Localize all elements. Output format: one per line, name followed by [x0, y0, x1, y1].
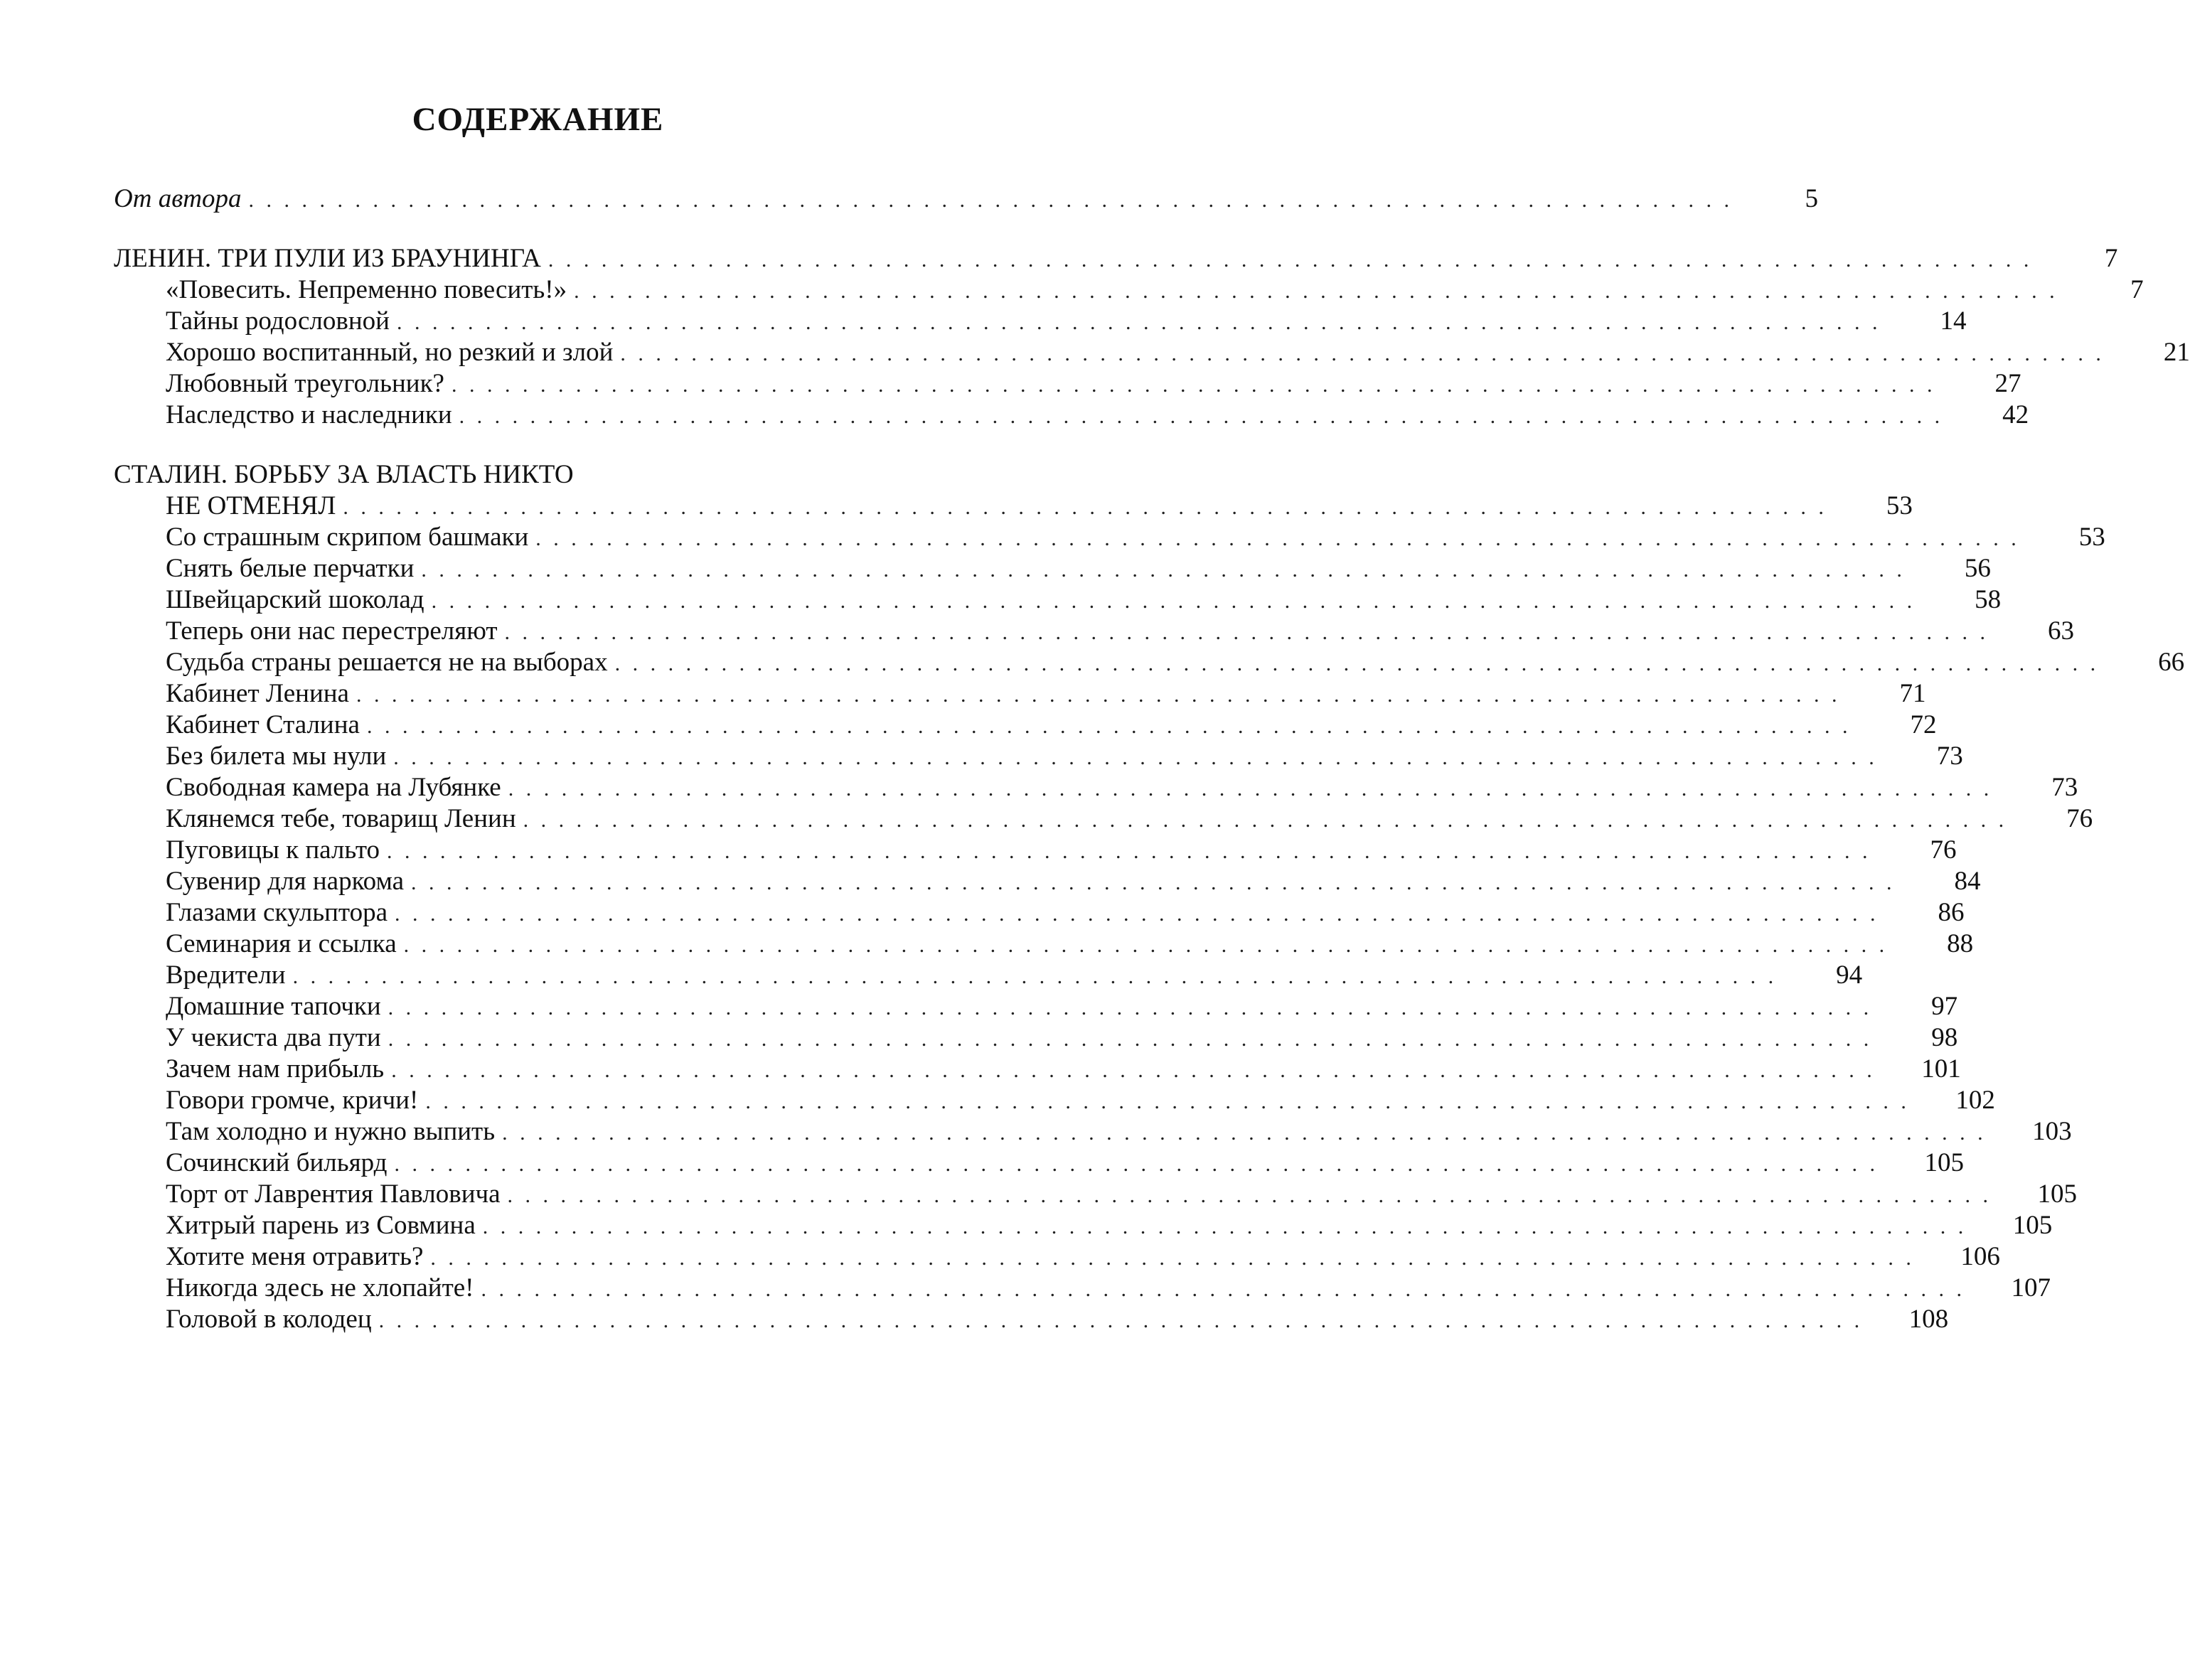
toc-entry-title: Тайны родословной	[166, 306, 390, 336]
section-gap	[114, 431, 951, 459]
toc-entry	[114, 897, 1965, 929]
toc-entry-title: Семинария и ссылка	[166, 929, 397, 958]
toc-leader-dots: . . . . . . . . . . . . . . . . . . . . . . . . . . . . . . . . . . . . . . . . . . . . . . . . . . . . . . . . . . . . . . . . . . . . . . . . . . . . . . . . . . . .	[391, 1059, 1876, 1082]
toc-entry	[114, 522, 2105, 553]
toc-entry-title: Пуговицы к пальто	[166, 835, 380, 865]
toc-entry-title: Хитрый парень из Совмина	[166, 1211, 476, 1240]
toc-leader-dots: . . . . . . . . . . . . . . . . . . . . . . . . . . . . . . . . . . . . . . . . . . . . . . . . . . . . . . . . . . . . . . . . . . . . . . . . . . . . . . . . . . . .	[451, 373, 1936, 397]
toc-entry-page: 105	[1924, 1148, 1965, 1177]
toc-entry-page: 53	[2078, 523, 2105, 552]
toc-entry	[114, 1210, 2053, 1241]
toc-entry	[114, 1179, 2078, 1210]
toc-leader-dots: . . . . . . . . . . . . . . . . . . . . . . . . . . . . . . . . . . . . . . . . . . . . . . . . . . . . . . . . . . . . . . . . . . . . . . . . . . . . . . . . . . . .	[548, 248, 2033, 272]
toc-entry-page: 101	[1921, 1054, 1961, 1084]
toc-entry-page: 7	[2104, 244, 2118, 273]
toc-entry-page: 103	[2032, 1117, 2072, 1146]
toc-leader-dots: . . . . . . . . . . . . . . . . . . . . . . . . . . . . . . . . . . . . . . . . . . . . . . . . . . . . . . . . . . . . . . . . . . . . . . . . . . . . . . . . . . . .	[523, 808, 2008, 832]
toc-entry-page: 84	[1954, 867, 1981, 896]
toc-leader-dots: . . . . . . . . . . . . . . . . . . . . . . . . . . . . . . . . . . . . . . . . . . . . . . . . . . . . . . . . . . . . . . . . . . . . . . . . . . . . . . . . . . . .	[508, 777, 1993, 801]
toc-entry-page: 76	[1930, 835, 1957, 865]
toc-entry	[114, 1022, 1958, 1054]
toc-leader-dots: . . . . . . . . . . . . . . . . . . . . . . . . . . . . . . . . . . . . . . . . . . . . . . . . . . . . . . . . . . . . . . . . . . . . . . . . . . . . . . . . . . . .	[431, 589, 1916, 613]
toc-entry-page: 88	[1947, 929, 1974, 958]
toc-entry	[114, 991, 1958, 1022]
toc-leader-dots: . . . . . . . . . . . . . . . . . . . . . . . . . . . . . . . . . . . . . . . . . . . . . . . . . . . . . . . . . . . . . . . . . . . . . . . . . . . . . . . . . . . .	[248, 188, 1733, 212]
toc-entry-title: Кабинет Ленина	[166, 679, 349, 708]
toc-entry-title: Швейцарский шоколад	[166, 585, 424, 614]
toc-entry-page: 7	[2130, 275, 2144, 304]
toc-entry-title: Сочинский бильярд	[166, 1148, 388, 1177]
toc-leader-dots: . . . . . . . . . . . . . . . . . . . . . . . . . . . . . . . . . . . . . . . . . . . . . . . . . . . . . . . . . . . . . . . . . . . . . . . . . . . . . . . . . . . .	[430, 1246, 1915, 1270]
toc-entry-title: Никогда здесь не хлопайте!	[166, 1273, 474, 1302]
toc-entry-page: 53	[1886, 491, 1913, 520]
toc-entry-page: 14	[1940, 306, 1967, 336]
toc-entry-title: Там холодно и нужно выпить	[166, 1117, 496, 1146]
toc-leader-dots: . . . . . . . . . . . . . . . . . . . . . . . . . . . . . . . . . . . . . . . . . . . . . . . . . . . . . . . . . . . . . . . . . . . . . . . . . . . . . . . . . . . .	[482, 1215, 1967, 1238]
toc-entry-page: 86	[1938, 898, 1965, 927]
toc-entry-page: 98	[1931, 1023, 1958, 1052]
toc-entry-page: 107	[2011, 1273, 2051, 1302]
toc-leader-dots: . . . . . . . . . . . . . . . . . . . . . . . . . . . . . . . . . . . . . . . . . . . . . . . . . . . . . . . . . . . . . . . . . . . . . . . . . . . . . . . . . . . .	[459, 405, 1944, 428]
toc-entry	[114, 368, 2021, 400]
toc-entry-page: 72	[1910, 710, 1937, 739]
toc-entry	[114, 1241, 2000, 1273]
toc-entry-title: Вредители	[166, 961, 286, 990]
toc-entry-page: 73	[2051, 773, 2078, 802]
toc-leader-dots: . . . . . . . . . . . . . . . . . . . . . . . . . . . . . . . . . . . . . . . . . . . . . . . . . . . . . . . . . . . . . . . . . . . . . . . . . . . . . . . . . . . .	[481, 1278, 1965, 1301]
toc-leader-dots: . . . . . . . . . . . . . . . . . . . . . . . . . . . . . . . . . . . . . . . . . . . . . . . . . . . . . . . . . . . . . . . . . . . . . . . . . . . . . . . . . . . .	[574, 279, 2058, 303]
toc-entry	[114, 835, 1957, 866]
toc-entry-title: Зачем нам прибыль	[166, 1054, 385, 1084]
toc-leader-dots: . . . . . . . . . . . . . . . . . . . . . . . . . . . . . . . . . . . . . . . . . . . . . . . . . . . . . . . . . . . . . . . . . . . . . . . . . . . . . . . . . . . .	[411, 871, 1896, 894]
toc-entry-title: Головой в колодец	[166, 1305, 372, 1334]
toc-entry-title: От автора	[114, 184, 242, 213]
toc-entry-title: Свободная камера на Лубянке	[166, 773, 501, 802]
toc-entry-title: У чекиста два пути	[166, 1023, 381, 1052]
contents-heading: СОДЕРЖАНИЕ	[412, 101, 664, 138]
toc-entry-page: 21	[2163, 338, 2190, 367]
toc-leader-dots: . . . . . . . . . . . . . . . . . . . . . . . . . . . . . . . . . . . . . . . . . . . . . . . . . . . . . . . . . . . . . . . . . . . . . . . . . . . . . . . . . . . .	[504, 621, 1989, 644]
toc-entry-title: Глазами скульптора	[166, 898, 388, 927]
toc-leader-dots: . . . . . . . . . . . . . . . . . . . . . . . . . . . . . . . . . . . . . . . . . . . . . . . . . . . . . . . . . . . . . . . . . . . . . . . . . . . . . . . . . . . .	[356, 683, 1841, 707]
toc-leader-dots: . . . . . . . . . . . . . . . . . . . . . . . . . . . . . . . . . . . . . . . . . . . . . . . . . . . . . . . . . . . . . . . . . . . . . . . . . . . . . . . . . . . .	[393, 746, 1878, 769]
toc-leader-dots: . . . . . . . . . . . . . . . . . . . . . . . . . . . . . . . . . . . . . . . . . . . . . . . . . . . . . . . . . . . . . . . . . . . . . . . . . . . . . . . . . . . .	[614, 652, 2100, 675]
toc-leader-dots: . . . . . . . . . . . . . . . . . . . . . . . . . . . . . . . . . . . . . . . . . . . . . . . . . . . . . . . . . . . . . . . . . . . . . . . . . . . . . . . . . . . .	[502, 1121, 1987, 1145]
toc-leader-dots: . . . . . . . . . . . . . . . . . . . . . . . . . . . . . . . . . . . . . . . . . . . . . . . . . . . . . . . . . . . . . . . . . . . . . . . . . . . . . . . . . . . .	[292, 965, 1778, 988]
toc-leader-dots: . . . . . . . . . . . . . . . . . . . . . . . . . . . . . . . . . . . . . . . . . . . . . . . . . . . . . . . . . . . . . . . . . . . . . . . . . . . . . . . . . . . .	[366, 715, 1852, 738]
toc-entry-title: Домашние тапочки	[166, 992, 381, 1021]
toc-leader-dots: . . . . . . . . . . . . . . . . . . . . . . . . . . . . . . . . . . . . . . . . . . . . . . . . . . . . . . . . . . . . . . . . . . . . . . . . . . . . . . . . . . . .	[403, 933, 1889, 957]
toc-entry	[114, 306, 1967, 337]
toc-entry-title: Судьба страны решается не на выборах	[166, 648, 608, 677]
toc-leader-dots: . . . . . . . . . . . . . . . . . . . . . . . . . . . . . . . . . . . . . . . . . . . . . . . . . . . . . . . . . . . . . . . . . . . . . . . . . . . . . . . . . . . .	[425, 1090, 1910, 1113]
toc-entry	[114, 772, 2078, 803]
toc-entry-title: Хотите меня отравить?	[166, 1242, 424, 1271]
toc-entry	[114, 1085, 1995, 1116]
toc-entry-title: Любовный треугольник?	[166, 369, 444, 398]
toc-entry-page: 102	[1955, 1086, 1995, 1115]
toc-entry	[114, 678, 1926, 710]
toc-entry-page: 105	[2012, 1211, 2053, 1240]
toc-entry	[114, 584, 2002, 616]
toc-entry	[114, 1273, 2051, 1304]
toc-entry-page: 58	[1975, 585, 2002, 614]
toc-entry	[114, 803, 2093, 835]
toc-section-stalin-cont	[114, 491, 1913, 522]
toc-entry-page: 42	[2002, 400, 2029, 429]
toc-entry-page: 73	[1936, 742, 1963, 771]
toc-entry-page: 94	[1836, 961, 1863, 990]
section-gap	[114, 215, 951, 243]
toc-entry-page: 106	[1960, 1242, 2000, 1271]
table-of-contents	[114, 183, 2190, 1335]
toc-entry	[114, 616, 2075, 647]
toc-entry-title: Кабинет Сталина	[166, 710, 360, 739]
toc-leader-dots: . . . . . . . . . . . . . . . . . . . . . . . . . . . . . . . . . . . . . . . . . . . . . . . . . . . . . . . . . . . . . . . . . . . . . . . . . . . . . . . . . . . .	[387, 840, 1871, 863]
toc-entry-page: 105	[2037, 1179, 2078, 1209]
toc-entry-page: 56	[1964, 554, 1991, 583]
toc-entry	[114, 741, 1963, 772]
toc-entry	[114, 647, 2185, 678]
toc-leader-dots: . . . . . . . . . . . . . . . . . . . . . . . . . . . . . . . . . . . . . . . . . . . . . . . . . . . . . . . . . . . . . . . . . . . . . . . . . . . . . . . . . . . .	[394, 1152, 1879, 1176]
toc-leader-dots: . . . . . . . . . . . . . . . . . . . . . . . . . . . . . . . . . . . . . . . . . . . . . . . . . . . . . . . . . . . . . . . . . . . . . . . . . . . . . . . . . . . .	[388, 996, 1873, 1020]
toc-entry-title: «Повесить. Непременно повесить!»	[166, 275, 567, 304]
toc-entry	[114, 1054, 1961, 1085]
toc-entry-page: 27	[1994, 369, 2021, 398]
toc-entry-title: Сувенир для наркома	[166, 867, 405, 896]
toc-entry-title: Теперь они нас перестреляют	[166, 616, 498, 646]
toc-entry	[114, 553, 1991, 584]
toc-entry-foreword	[114, 183, 1818, 215]
toc-leader-dots: . . . . . . . . . . . . . . . . . . . . . . . . . . . . . . . . . . . . . . . . . . . . . . . . . . . . . . . . . . . . . . . . . . . . . . . . . . . . . . . . . . . .	[396, 311, 1881, 334]
toc-entry-title: Наследство и наследники	[166, 400, 452, 429]
toc-entry-title: Со страшным скрипом башмаки	[166, 523, 529, 552]
toc-section-title: СТАЛИН. БОРЬБУ ЗА ВЛАСТЬ НИКТО	[114, 460, 574, 489]
toc-entry	[114, 1116, 2072, 1147]
toc-entry	[114, 1304, 1949, 1335]
toc-entry-title: Торт от Лаврентия Павловича	[166, 1179, 501, 1209]
toc-section-stalin	[114, 459, 951, 491]
toc-entry-title: Хорошо воспитанный, но резкий и злой	[166, 338, 614, 367]
toc-entry-page: 5	[1805, 184, 1818, 213]
toc-entry	[114, 960, 1863, 991]
toc-entry-title: Клянемся тебе, товарищ Ленин	[166, 804, 516, 833]
toc-entry-page: 71	[1899, 679, 1926, 708]
toc-entry	[114, 400, 2029, 431]
toc-entry-page: 63	[2048, 616, 2075, 646]
toc-entry	[114, 1147, 1965, 1179]
toc-entry	[114, 337, 2190, 368]
toc-entry-page: 97	[1931, 992, 1958, 1021]
toc-entry-title: Без билета мы нули	[166, 742, 387, 771]
toc-entry-title: Снять белые перчатки	[166, 554, 415, 583]
toc-entry-page: 108	[1908, 1305, 1949, 1334]
toc-leader-dots: . . . . . . . . . . . . . . . . . . . . . . . . . . . . . . . . . . . . . . . . . . . . . . . . . . . . . . . . . . . . . . . . . . . . . . . . . . . . . . . . . . . .	[343, 496, 1827, 519]
toc-leader-dots: . . . . . . . . . . . . . . . . . . . . . . . . . . . . . . . . . . . . . . . . . . . . . . . . . . . . . . . . . . . . . . . . . . . . . . . . . . . . . . . . . . . .	[395, 902, 1879, 926]
toc-leader-dots: . . . . . . . . . . . . . . . . . . . . . . . . . . . . . . . . . . . . . . . . . . . . . . . . . . . . . . . . . . . . . . . . . . . . . . . . . . . . . . . . . . . .	[535, 527, 2020, 550]
toc-section-title: НЕ ОТМЕНЯЛ	[166, 491, 336, 520]
toc-entry-title: Говори громче, кричи!	[166, 1086, 419, 1115]
toc-entry-page: 76	[2066, 804, 2093, 833]
toc-leader-dots: . . . . . . . . . . . . . . . . . . . . . . . . . . . . . . . . . . . . . . . . . . . . . . . . . . . . . . . . . . . . . . . . . . . . . . . . . . . . . . . . . . . .	[378, 1309, 1864, 1332]
toc-entry	[114, 866, 1981, 897]
toc-leader-dots: . . . . . . . . . . . . . . . . . . . . . . . . . . . . . . . . . . . . . . . . . . . . . . . . . . . . . . . . . . . . . . . . . . . . . . . . . . . . . . . . . . . .	[620, 342, 2105, 365]
toc-entry-page: 66	[2158, 648, 2185, 677]
toc-entry	[114, 710, 1937, 741]
toc-entry	[114, 274, 2144, 306]
toc-leader-dots: . . . . . . . . . . . . . . . . . . . . . . . . . . . . . . . . . . . . . . . . . . . . . . . . . . . . . . . . . . . . . . . . . . . . . . . . . . . . . . . . . . . .	[388, 1027, 1873, 1051]
toc-section-lenin	[114, 243, 2118, 274]
toc-section-title: ЛЕНИН. ТРИ ПУЛИ ИЗ БРАУНИНГА	[114, 244, 541, 273]
toc-entry	[114, 929, 1974, 960]
toc-leader-dots: . . . . . . . . . . . . . . . . . . . . . . . . . . . . . . . . . . . . . . . . . . . . . . . . . . . . . . . . . . . . . . . . . . . . . . . . . . . . . . . . . . . .	[421, 558, 1906, 582]
toc-leader-dots: . . . . . . . . . . . . . . . . . . . . . . . . . . . . . . . . . . . . . . . . . . . . . . . . . . . . . . . . . . . . . . . . . . . . . . . . . . . . . . . . . . . .	[507, 1184, 1992, 1207]
